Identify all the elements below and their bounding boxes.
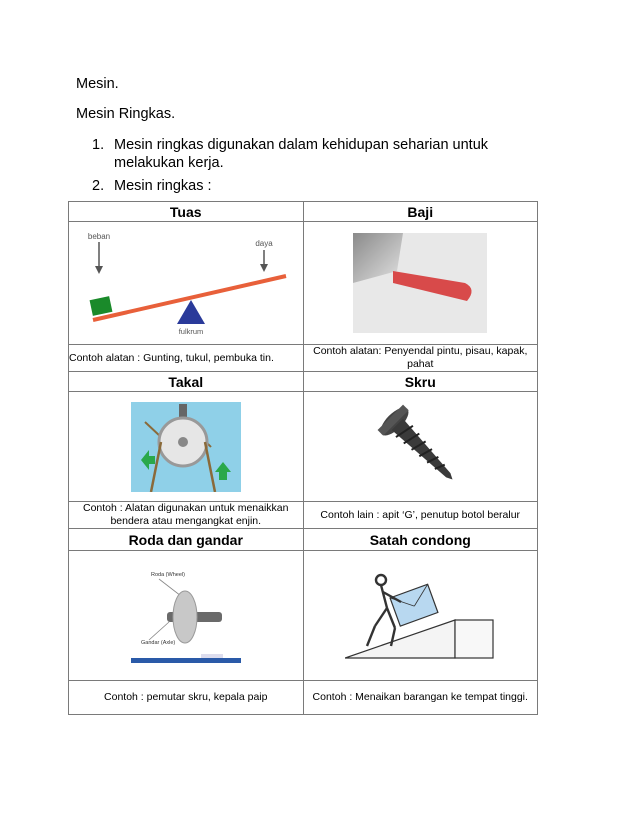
wheel-axle-diagram-icon — [111, 566, 261, 666]
incline-image-cell — [303, 551, 538, 681]
wedge-image-cell — [303, 222, 538, 345]
incline-diagram-icon — [345, 568, 495, 663]
load-block — [89, 296, 112, 316]
cell-title-skru: Skru — [303, 372, 538, 392]
list-number: 2. — [92, 178, 105, 194]
cell-title-roda-dan-gandar: Roda dan gandar — [69, 529, 304, 551]
roda-caption: Contoh : pemutar skru, kepala paip — [69, 681, 304, 715]
simple-machines-table — [68, 201, 538, 715]
list-item — [92, 177, 532, 195]
baji-caption: Contoh alatan: Penyendal pintu, pisau, kapak, pahat — [303, 345, 538, 372]
daya-label: daya — [255, 239, 273, 248]
pulley-photo-icon — [131, 402, 241, 492]
list-item — [92, 136, 532, 172]
wheel-shape — [173, 591, 197, 643]
fulkrum-label: fulkrum — [178, 327, 204, 336]
satah-caption: Contoh : Menaikan barangan ke tempat tinggi. — [303, 681, 538, 715]
tuas-caption: Contoh alatan : Gunting, tukul, pembuka tin. — [69, 345, 304, 372]
roda-label: Roda (Wheel) — [150, 571, 185, 578]
section-heading: Mesin Ringkas. — [76, 106, 176, 122]
takal-caption: Contoh : Alatan digunakan untuk menaikkan bendera atau mengangkat enjin. — [69, 502, 304, 529]
cell-title-satah-condong: Satah condong — [303, 529, 538, 551]
lever-diagram-icon — [71, 228, 301, 338]
list-text-line: Mesin ringkas digunakan dalam kehidupan seharian untuk — [114, 137, 489, 153]
screw-photo-icon — [370, 397, 470, 497]
cell-title-baji: Baji — [303, 202, 538, 222]
skru-caption: Contoh lain : apit ‘G’, penutup botol beralur — [303, 502, 538, 529]
document-title: Mesin. — [76, 76, 119, 92]
cell-title-tuas: Tuas — [69, 202, 304, 222]
box-shape — [390, 584, 438, 626]
list-number: 1. — [92, 137, 105, 153]
screw-image-cell — [303, 392, 538, 502]
fulcrum-icon — [177, 300, 205, 324]
pulley-image-cell — [69, 392, 304, 502]
lever-image-cell — [69, 222, 304, 345]
list-text-line: melakukan kerja. — [114, 155, 224, 171]
numbered-list — [92, 136, 532, 200]
cell-title-takal: Takal — [69, 372, 304, 392]
beban-label: beban — [87, 232, 110, 241]
wheel-axle-image-cell — [69, 551, 304, 681]
gandar-label: Gandar (Axle) — [140, 639, 175, 646]
list-text-line: Mesin ringkas : — [114, 178, 212, 194]
wedge-photo-icon — [353, 233, 487, 333]
